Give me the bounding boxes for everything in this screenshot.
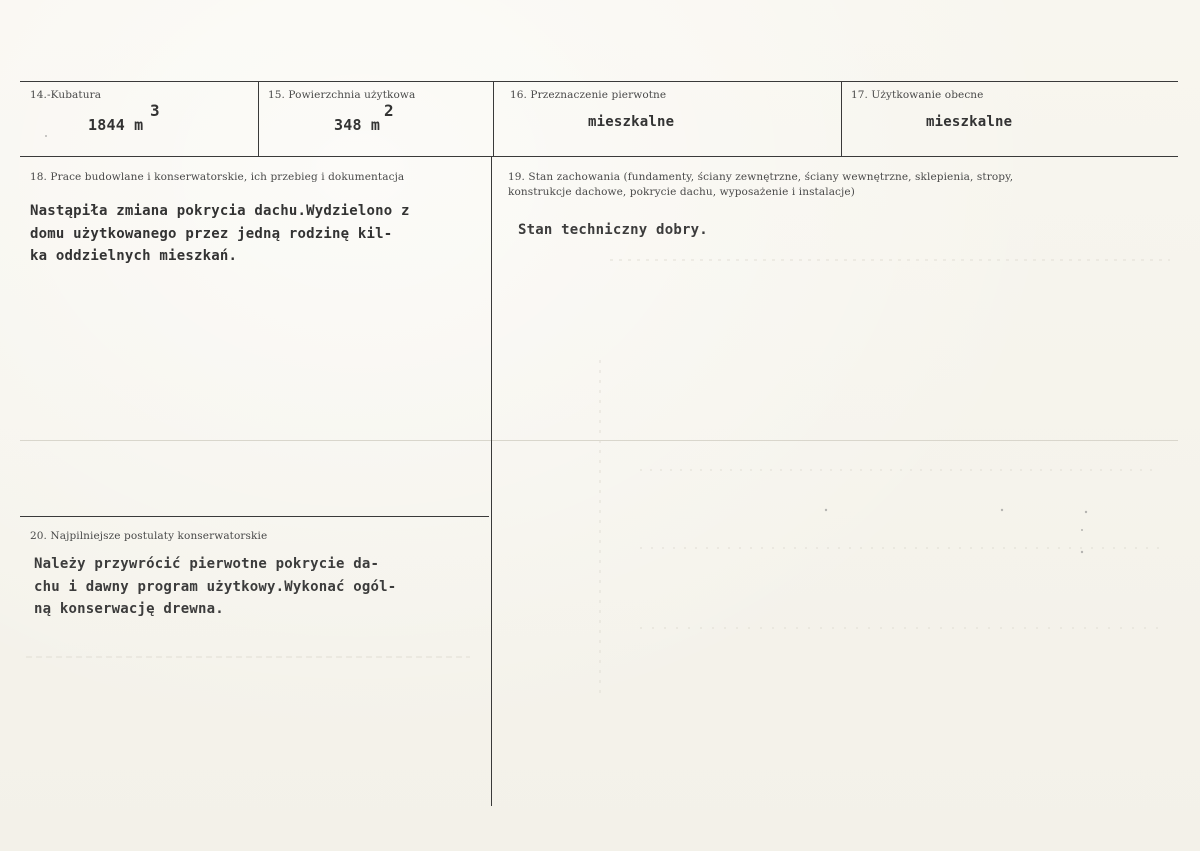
postulaty-line-3: ną konserwację drewna. (34, 601, 224, 617)
powierzchnia-value: 348 m (334, 116, 381, 134)
uzytkowanie-value: mieszkalne (926, 114, 1013, 130)
divider-main-column (491, 156, 492, 806)
stan-label-line-1: 19. Stan zachowania (fundamenty, ściany zewnętrzne, ściany wewnętrzne, sklepienia, stropy, (508, 171, 1014, 183)
kubatura-label: 14.-Kubatura (30, 89, 102, 101)
przeznaczenie-label: 16. Przeznaczenie pierwotne (510, 89, 667, 101)
kubatura-value: 1844 m (88, 116, 144, 134)
postulaty-line-2: chu i dawny program użytkowy.Wykonać ogól- (34, 579, 397, 595)
kubatura-unit-exponent: 3 (150, 101, 160, 120)
faint-rule (20, 440, 1178, 441)
prace-line-2: domu użytkowanego przez jedną rodzinę kil- (30, 226, 393, 242)
divider-15-16 (493, 81, 494, 156)
stan-label-line-2: konstrukcje dachowe, pokrycie dachu, wyposażenie i instalacje) (508, 186, 855, 198)
col-left-divider-rule (20, 516, 489, 517)
prace-line-3: ka oddzielnych mieszkań. (30, 248, 238, 264)
prace-line-1: Nastąpiła zmiana pokrycia dachu.Wydzielono z (30, 203, 410, 219)
stan-value: Stan techniczny dobry. (518, 222, 708, 238)
divider-16-17 (841, 81, 842, 156)
uzytkowanie-label: 17. Użytkowanie obecne (851, 89, 984, 101)
powierzchnia-label: 15. Powierzchnia użytkowa (268, 89, 416, 101)
prace-label: 18. Prace budowlane i konserwatorskie, ich przebieg i dokumentacja (30, 171, 405, 183)
row1-bottom-rule (20, 156, 1178, 157)
postulaty-line-1: Należy przywrócić pierwotne pokrycie da- (34, 556, 380, 572)
powierzchnia-unit-exponent: 2 (384, 101, 394, 120)
divider-14-15 (258, 81, 259, 156)
top-rule (20, 81, 1178, 82)
postulaty-label: 20. Najpilniejsze postulaty konserwatorskie (30, 530, 268, 542)
przeznaczenie-value: mieszkalne (588, 114, 675, 130)
